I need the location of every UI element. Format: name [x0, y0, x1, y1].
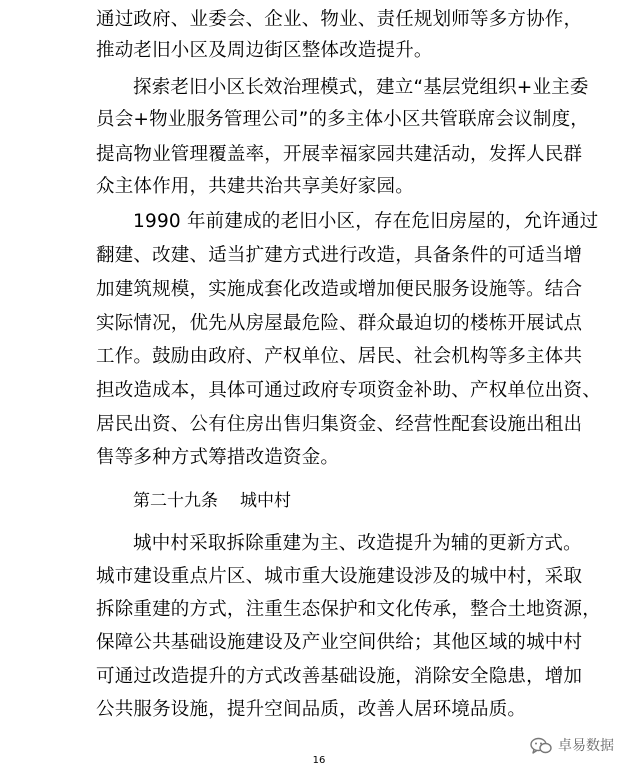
watermark — [530, 736, 614, 756]
paragraph-3-line-5: 工作。鼓励由政府、产权单位、居民、社会机构等多主体共 — [96, 346, 583, 367]
section-heading-number: 第二十九条 — [133, 491, 218, 511]
paragraph-1-line-2: 推动老旧小区及周边街区整体改造提升。 — [96, 40, 433, 61]
paragraph-3-line-8: 售等多种方式筹措改造资金。 — [96, 447, 340, 468]
paragraph-3-line-2: 翻建、改建、适当扩建方式进行改造，具备条件的可适当增 — [96, 245, 583, 266]
paragraph-2-line-4: 众主体作用，共建共治共享美好家园。 — [96, 176, 414, 197]
paragraph-2-line-2: 员会+物业服务管理公司”的多主体小区共管联席会议制度， — [96, 109, 589, 130]
section-heading — [133, 489, 291, 513]
paragraph-1-line-1: 通过政府、业委会、企业、物业、责任规划师等多方协作， — [96, 9, 583, 30]
section-paragraph-line-5: 可通过改造提升的方式改善基础设施，消除安全隐患，增加 — [96, 666, 583, 687]
paragraph-3-line-3: 加建筑规模，实施成套化改造或增加便民服务设施等。结合 — [96, 279, 583, 300]
section-paragraph-line-3: 拆除重建的方式，注重生态保护和文化传承，整合土地资源， — [96, 599, 601, 620]
paragraph-3-line-7: 居民出资、公有住房出售归集资金、经营性配套设施出租出 — [96, 414, 583, 435]
paragraph-3-line-1: 1990 年前建成的老旧小区，存在危旧房屋的，允许通过 — [133, 211, 599, 232]
section-paragraph-line-1: 城中村采取拆除重建为主、改造提升为辅的更新方式。 — [133, 533, 582, 554]
paragraph-2-line-1: 探索老旧小区长效治理模式，建立“基层党组织+业主委 — [133, 77, 589, 98]
watermark-text: 卓易数据 — [558, 738, 614, 754]
section-paragraph-line-2: 城市建设重点片区、城市重大设施建设涉及的城中村，采取 — [96, 566, 583, 587]
section-paragraph-line-4: 保障公共基础设施建设及产业空间供给；其他区域的城中村 — [96, 632, 583, 653]
paragraph-2-line-3: 提高物业管理覆盖率，开展幸福家园共建活动，发挥人民群 — [96, 144, 583, 165]
paragraph-3-line-4: 实际情况，优先从房屋最危险、群众最迫切的楼栋开展试点 — [96, 313, 583, 334]
section-heading-title: 城中村 — [240, 491, 291, 511]
paragraph-3-line-6: 担改造成本，具体可通过政府专项资金补助、产权单位出资、 — [96, 380, 601, 401]
page-number: 16 — [312, 755, 326, 766]
wechat-icon — [530, 737, 552, 755]
section-paragraph-line-6: 公共服务设施，提升空间品质，改善人居环境品质。 — [96, 699, 527, 720]
